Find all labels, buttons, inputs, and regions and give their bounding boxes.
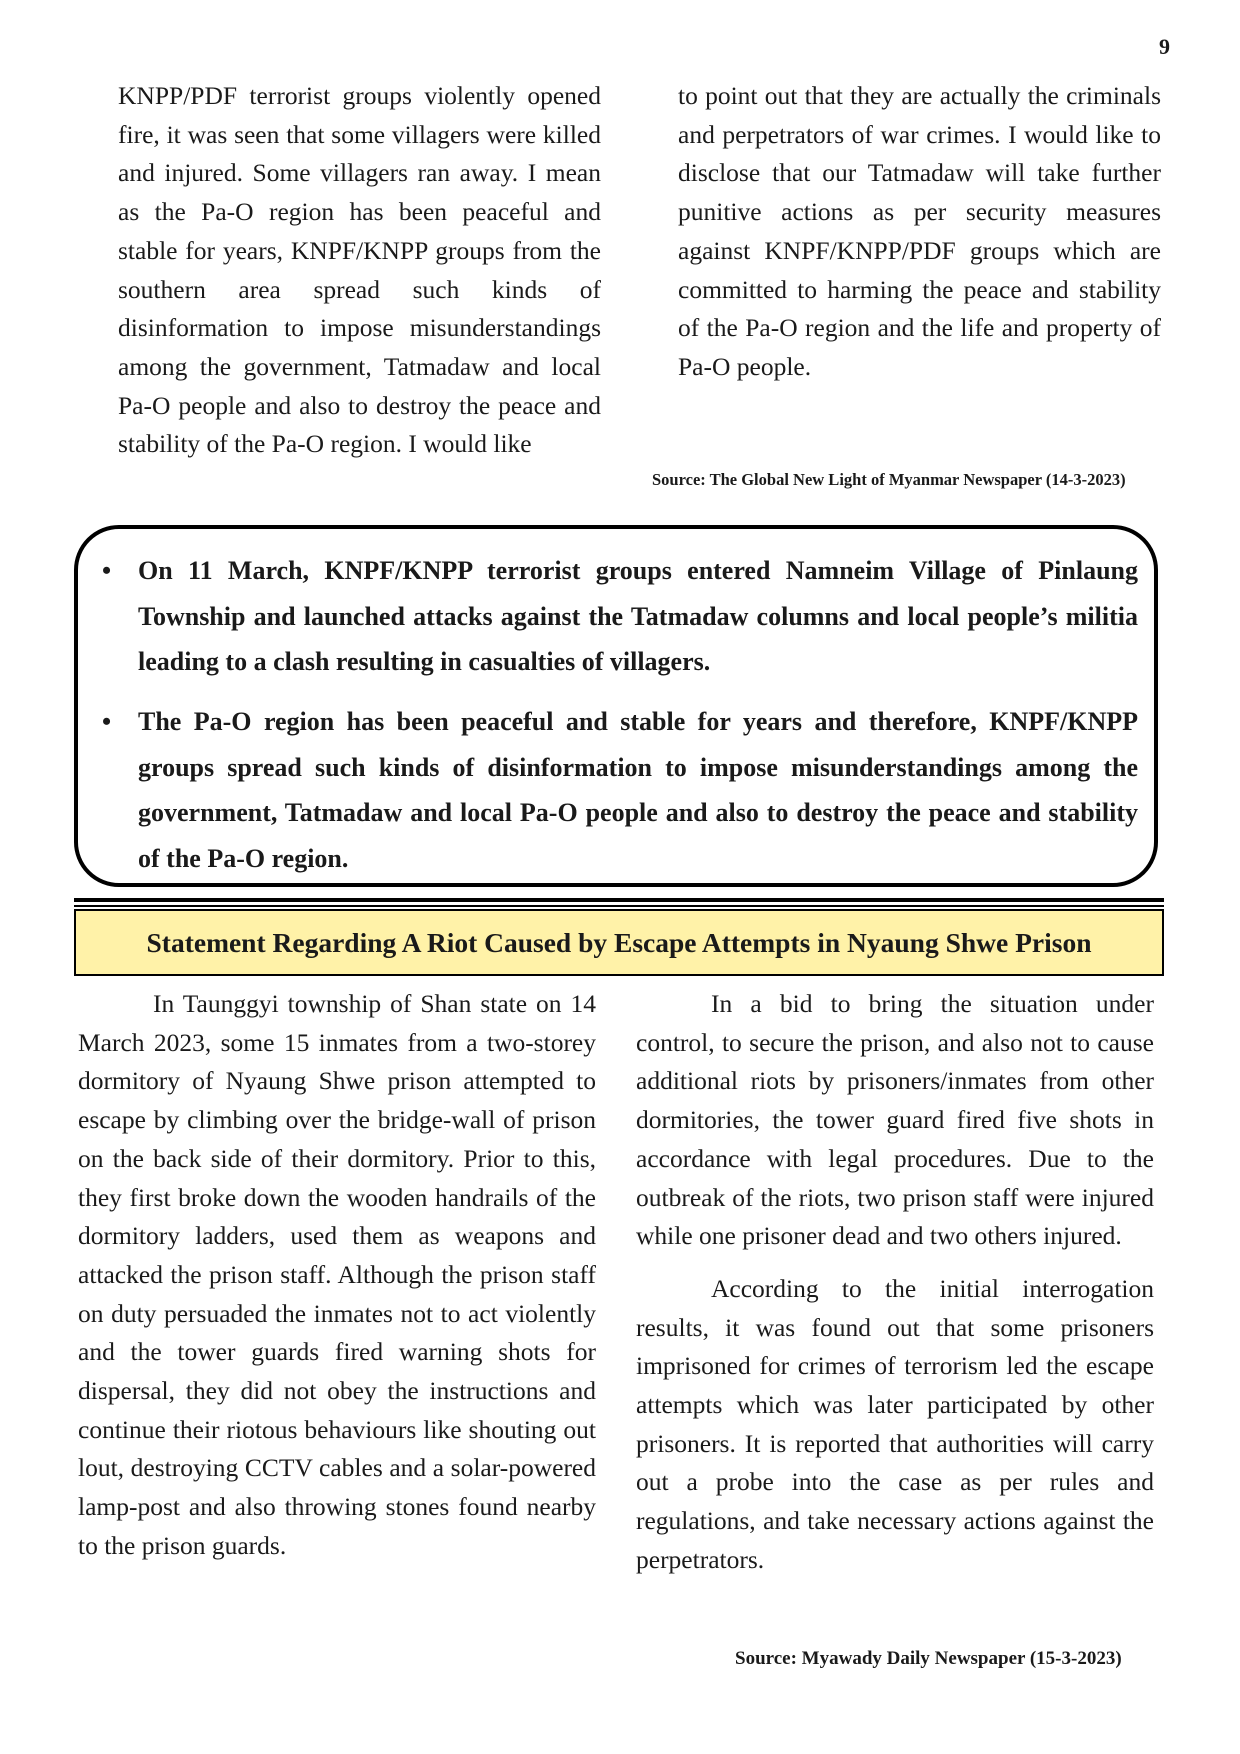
body-paragraph: In a bid to bring the situation under control, to secure the prison, and also not to cause additional riots by prisoners/inmates from other dormitories, the tower guard fired five shots in accordance with legal procedures. Due to the outbreak of the riots, two prison staff were injured while one prisoner dead and two others injured. xyxy=(636,989,1154,1251)
article-heading xyxy=(74,909,1164,976)
body-paragraph: KNPP/PDF terrorist groups violently opened fire, it was seen that some villagers were killed and injured. Some villagers ran away. I mean as the Pa-O region has been peaceful and stable for years, KNPF/KNPP groups from the southern area spread such kinds of disinformation to impose misunderstandings among the government, Tatmadaw and local Pa-O people and also to destroy the peace and stability of the Pa-O region. I would like xyxy=(118,81,601,459)
divider-rule xyxy=(74,898,1164,902)
body-paragraph: to point out that they are actually the criminals and perpetrators of war crimes. I would like to disclose that our Tatmadaw will take further punitive actions as per security measures against KNPF/​KNPP/PDF groups which are committed to harming the peace and stability of the Pa-O region and the life and property of Pa-O people. xyxy=(678,81,1161,381)
summary-box xyxy=(74,525,1158,887)
article-heading-text: Statement Regarding A Riot Caused by Escape Attempts in Nyaung Shwe Prison xyxy=(146,926,1092,958)
source-citation: Source: The Global New Light of Myanmar Newspaper (14-3-2023) xyxy=(652,470,1126,489)
source-citation: Source: Myawady Daily Newspaper (15-3-2023) xyxy=(735,1648,1122,1669)
divider-rule xyxy=(74,905,1164,907)
top-right-column xyxy=(678,77,1161,387)
page-number: 9 xyxy=(1159,34,1170,59)
body-paragraph: In Taunggyi township of Shan state on 14 March 2023, some 15 inmates from a two-storey dormitory of Nyaung Shwe prison attempted to escape by climbing over the bridge-wall of prison on the back side of their dormitory. Prior to this, they first broke down the wooden handrails of the dormitory ladders, used them as weapons and attacked the prison staff. Although the prison staff on duty persuaded the inmates not to act violently and the tower guards fired warning shots for dispersal, they did not obey the instructions and continue their riotous behaviours like shouting out lout, destroying CCTV cables and a solar-powered lamp-post and also throwing stones found nearby to the prison guards. xyxy=(78,989,596,1560)
article-left-column xyxy=(78,985,596,1566)
article-right-column xyxy=(636,985,1154,1580)
top-left-column xyxy=(118,77,601,464)
summary-bullet: • On 11 March, KNPF/KNPP terrorist groups entered Namneim Village of Pinlaung Township and launched attacks against the Tatmadaw columns and local people’s militia leading to a clash resulting in casualties of villagers. xyxy=(138,548,1138,685)
summary-bullet: • The Pa-O region has been peaceful and stable for years and therefore, KNPF/​KNPP groups spread such kinds of disinformation to impose misunderstandings among the government, Tatmadaw and local Pa-O people and also to destroy the peace and stability of the Pa-O region. xyxy=(138,699,1138,881)
body-paragraph: According to the initial interrogation results, it was found out that some prisoners imprisoned for crimes of terrorism led the escape attempts which was later participated by other prisoners. It is reported that authorities will carry out a probe into the case as per rules and regulations, and take necessary actions against the perpetrators. xyxy=(636,1273,1154,1574)
